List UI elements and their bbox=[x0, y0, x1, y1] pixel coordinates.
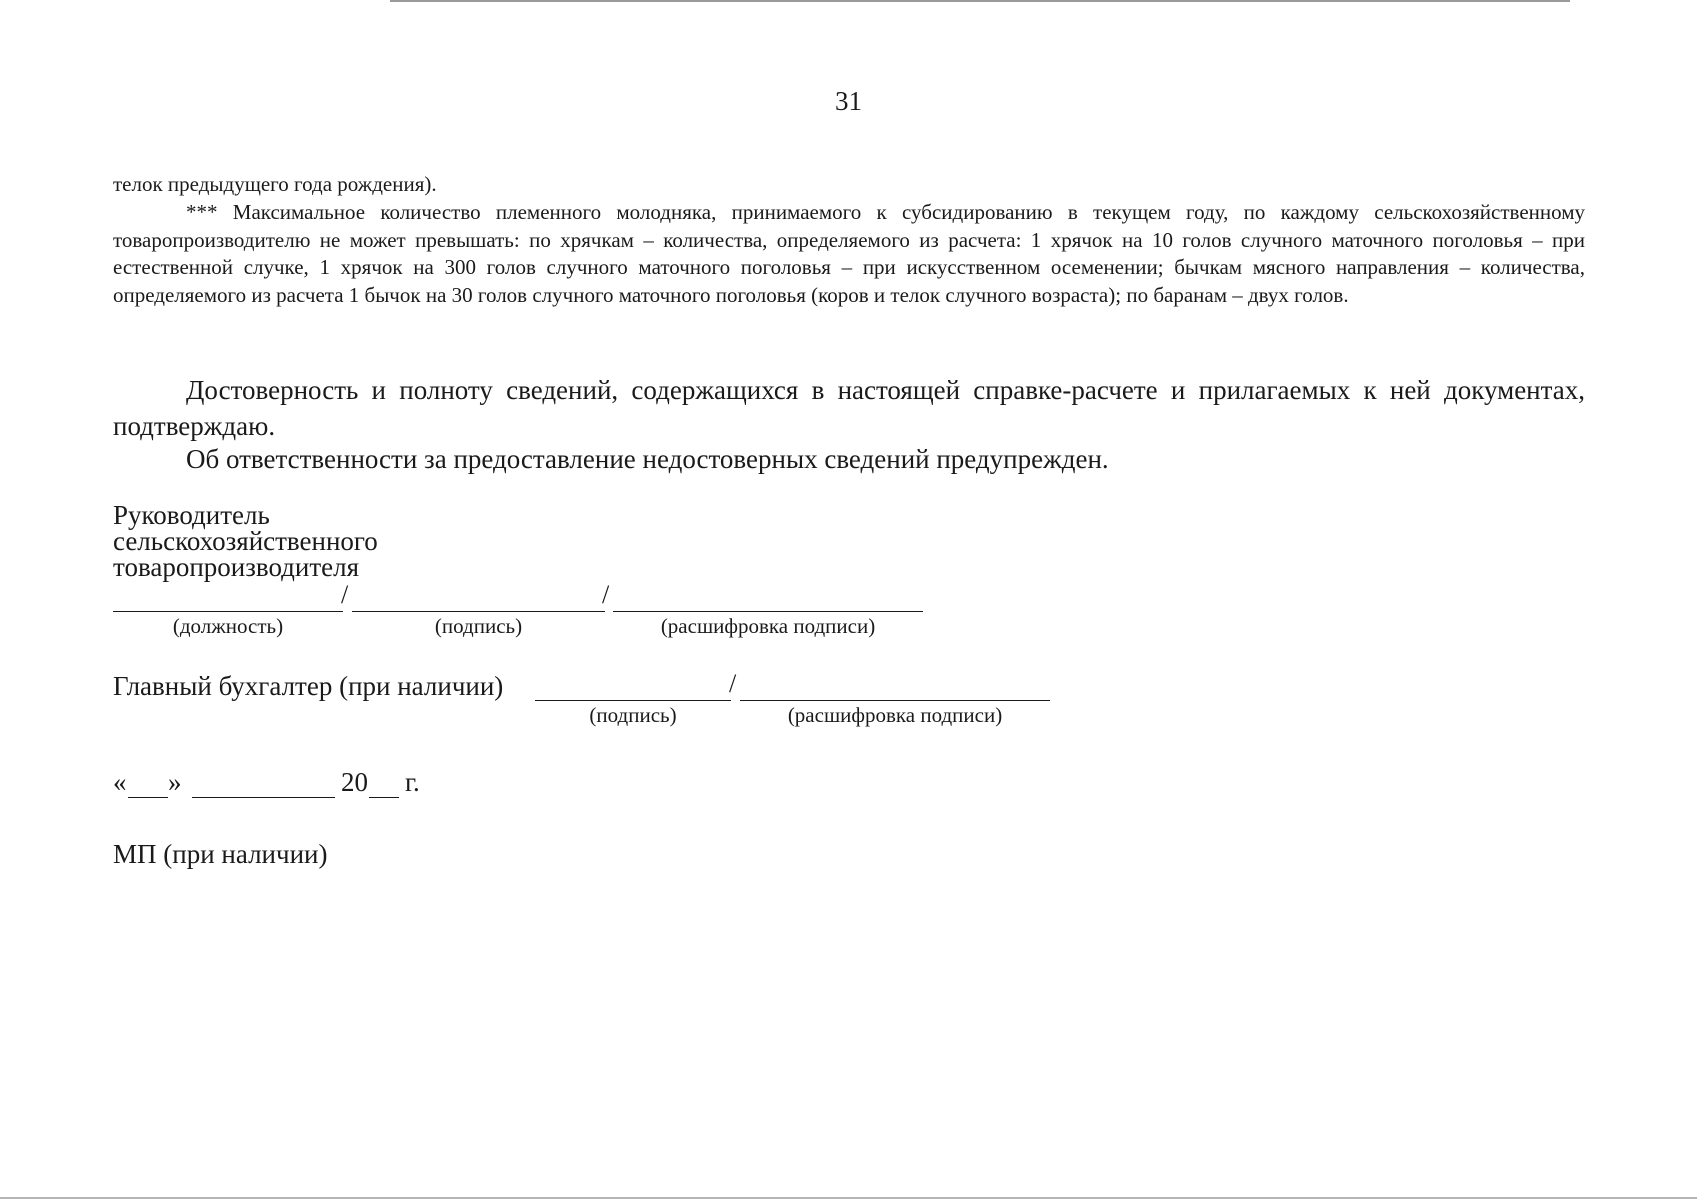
accountant-decoding-line bbox=[740, 700, 1050, 701]
head-title-line-1: Руководитель bbox=[113, 500, 270, 530]
accountant-separator: / bbox=[729, 669, 737, 698]
scan-edge-bottom bbox=[0, 1197, 1697, 1199]
head-position-line bbox=[113, 611, 343, 612]
head-title-line-2: сельскохозяйственного bbox=[113, 526, 378, 556]
page-number: 31 bbox=[835, 86, 862, 116]
head-title bbox=[113, 502, 378, 580]
footnote-marker: *** bbox=[186, 200, 218, 224]
accountant-signature-line bbox=[535, 700, 731, 701]
head-caption-decoding: (расшифровка подписи) bbox=[660, 614, 876, 638]
scan-edge-top bbox=[390, 0, 1570, 2]
date-month-line bbox=[192, 797, 335, 798]
head-caption-position: (должность) bbox=[172, 614, 284, 638]
date-year-suffix: г. bbox=[405, 767, 420, 797]
accountant-label: Главный бухгалтер (при наличии) bbox=[113, 671, 504, 701]
head-signature-line bbox=[352, 611, 605, 612]
accountant-caption-decoding: (расшифровка подписи) bbox=[787, 703, 1003, 727]
head-separator-2: / bbox=[602, 580, 610, 609]
head-decoding-line bbox=[613, 611, 923, 612]
head-caption-signature: (подпись) bbox=[434, 614, 523, 638]
head-separator-1: / bbox=[341, 580, 349, 609]
certification-paragraph: Достоверность и полноту сведений, содержащихся в настоящей справке-расчете и прилагаемых к ней документах, подтверждаю. bbox=[113, 375, 1585, 441]
head-title-line-3: товаропроизводителя bbox=[113, 552, 360, 582]
footnote-paragraph bbox=[113, 199, 1585, 309]
stamp-note: МП (при наличии) bbox=[113, 839, 328, 869]
accountant-caption-signature: (подпись) bbox=[589, 703, 677, 727]
footnote-continuation: телок предыдущего года рождения). bbox=[113, 172, 437, 196]
date-day-line bbox=[128, 797, 168, 798]
date-open-quote: « bbox=[113, 767, 127, 797]
date-year-line bbox=[369, 797, 399, 798]
responsibility-warning: Об ответственности за предоставление недостоверных сведений предупрежден. bbox=[186, 444, 1109, 474]
date-year-prefix: 20 bbox=[341, 767, 368, 797]
footnote-text: Максимальное количество племенного молодняка, принимаемого к субсидированию в текущем году, по каждому сельскохозяйственному товаропроизводителю не может превышать: по хрячкам – количества, определяемого из расчета: 1 хрячок на 10 голов случного маточного поголовья – при естественной случке, 1 хрячок на 300 голов случного маточного поголовья – при искусственном осеменении; бычкам мясного направления – количества, определяемого из расчета 1 бычок на 30 голов случного маточного поголовья (коров и телок случного возраста); по баранам – двух голов. bbox=[113, 200, 1586, 307]
date-close-quote: » bbox=[168, 767, 182, 797]
